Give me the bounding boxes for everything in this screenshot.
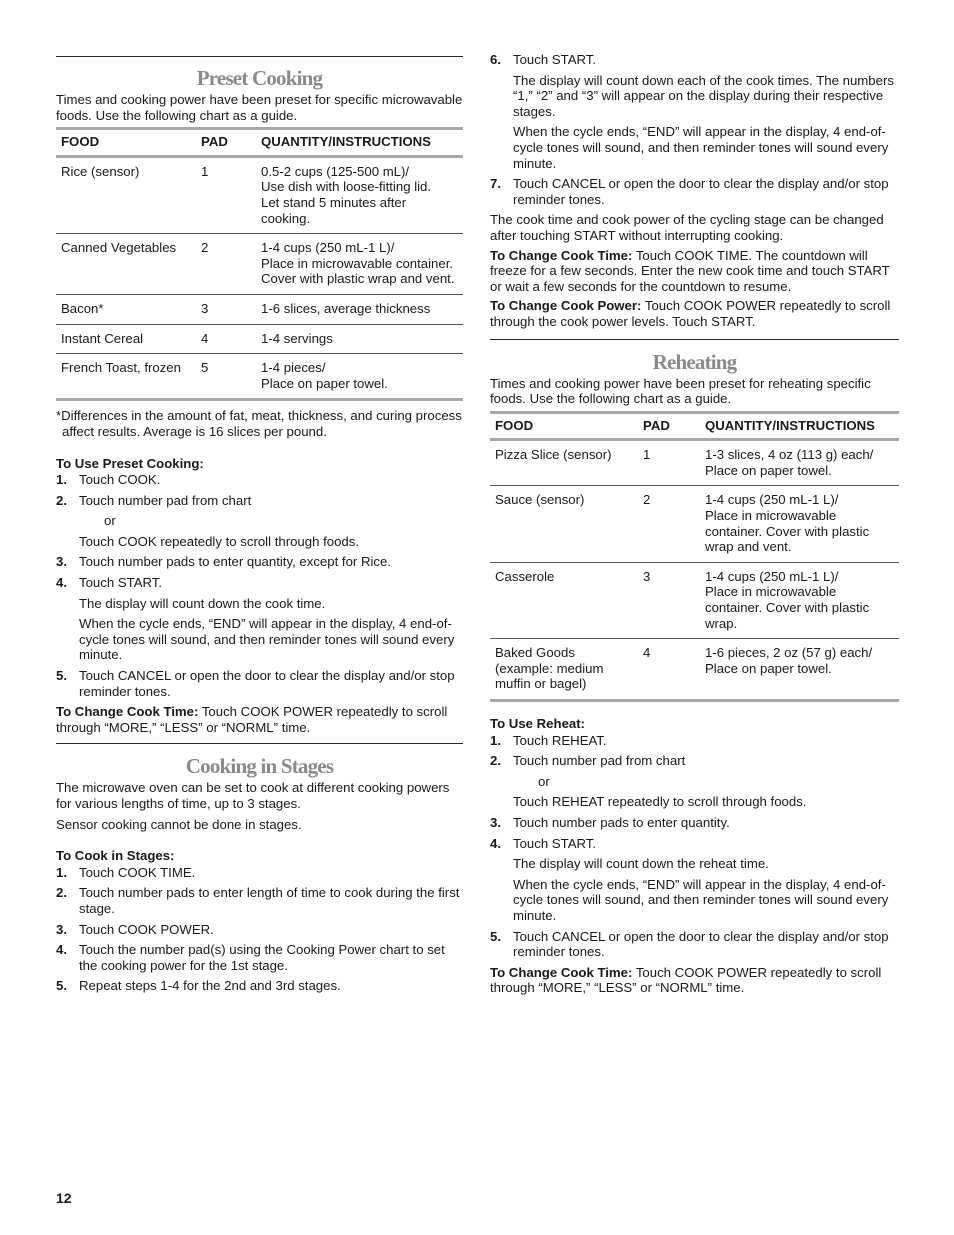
step-number: 5. xyxy=(56,978,67,994)
quantity-line: Place in microwavable container. Cover with plastic wrap. xyxy=(705,584,870,631)
step-number: 5. xyxy=(490,928,501,944)
step-body xyxy=(513,815,899,831)
quantity-line: Use dish with loose-fitting lid. xyxy=(261,179,432,195)
step-number: 4. xyxy=(490,835,501,851)
table-cell-food: Pizza Slice (sensor) xyxy=(490,440,638,486)
reheating-heading: Reheating xyxy=(652,349,737,374)
step-number: 4. xyxy=(56,942,67,958)
preset-change-cook-time xyxy=(56,704,463,735)
left-column xyxy=(56,0,463,999)
step-body xyxy=(79,885,463,916)
table-cell-pad: 5 xyxy=(196,354,256,400)
step-text: The display will count down the cook time. xyxy=(79,595,326,611)
step-body xyxy=(79,668,463,699)
step-number: 5. xyxy=(56,668,67,684)
reheat-table xyxy=(490,411,899,702)
step-number: 2. xyxy=(56,492,67,508)
step-number: 1. xyxy=(56,864,67,880)
quantity-line: Place on paper towel. xyxy=(705,660,832,676)
step-body xyxy=(513,733,899,749)
table-row xyxy=(56,324,463,354)
step-body xyxy=(513,52,899,171)
step-text: Repeat steps 1-4 for the 2nd and 3rd stages. xyxy=(79,978,341,994)
step-item xyxy=(56,493,463,550)
table-cell-food: Rice (sensor) xyxy=(56,156,196,233)
table-cell-pad: 3 xyxy=(196,294,256,324)
table-cell-food: Sauce (sensor) xyxy=(490,486,638,562)
step-text: The display will count down each of the cook times. The numbers “1,” “2” and “3” will appear on the display during their respective stages. xyxy=(513,72,894,119)
table-cell-pad: 3 xyxy=(638,562,700,638)
step-text: When the cycle ends, “END” will appear in the display, 4 end-of-cycle tones will sound, and then reminder tones will sound every minute. xyxy=(513,124,889,171)
step-number: 2. xyxy=(490,753,501,769)
table-header-food: FOOD xyxy=(490,412,638,440)
table-row xyxy=(56,354,463,400)
step-item xyxy=(56,865,463,881)
table-cell-quantity xyxy=(700,639,899,701)
quantity-line: 1-6 pieces, 2 oz (57 g) each/ xyxy=(705,645,873,661)
step-body xyxy=(513,836,899,924)
right-column xyxy=(490,0,899,996)
preset-howto-title: To Use Preset Cooking: xyxy=(56,455,204,471)
stages-change-cook-power xyxy=(490,298,899,329)
table-header-quantity: QUANTITY/INSTRUCTIONS xyxy=(256,129,463,157)
stages-howto-title: To Cook in Stages: xyxy=(56,848,175,864)
stages-change-cook-time xyxy=(490,248,899,295)
table-row xyxy=(490,440,899,486)
step-item xyxy=(56,885,463,916)
page-number: 12 xyxy=(56,1190,72,1206)
table-header-row xyxy=(490,412,899,440)
table-cell-pad: 1 xyxy=(638,440,700,486)
reheat-table-body xyxy=(490,440,899,701)
quantity-line: 0.5-2 cups (125-500 mL)/ xyxy=(261,163,410,179)
table-cell-pad: 2 xyxy=(196,234,256,295)
step-item xyxy=(56,575,463,663)
quantity-line: 1-6 slices, average thickness xyxy=(261,300,431,316)
stages-note: Sensor cooking cannot be done in stages. xyxy=(56,816,302,832)
cooking-in-stages-heading: Cooking in Stages xyxy=(185,754,334,779)
stages-continued-steps xyxy=(490,52,899,207)
reheat-howto-title: To Use Reheat: xyxy=(490,716,586,731)
step-item xyxy=(56,472,463,488)
step-text: Touch START. xyxy=(79,575,163,591)
step-text: Touch COOK TIME. xyxy=(79,864,196,880)
step-body xyxy=(513,929,899,960)
table-cell-food: Canned Vegetables xyxy=(56,234,196,295)
step-item xyxy=(56,978,463,994)
preset-steps xyxy=(56,472,463,699)
step-or: or xyxy=(538,773,550,789)
reheat-intro: Times and cooking power have been preset for reheating specific foods. Use the following chart as a guide. xyxy=(490,375,871,407)
step-text: Touch number pads to enter quantity. xyxy=(513,814,730,830)
step-item xyxy=(490,753,899,810)
change-cook-time-text: Touch COOK TIME. The countdown will freeze for a few seconds. Enter the new cook time and touch START or wait a few seconds for the countdown to resume. xyxy=(490,247,890,294)
preset-footnote: *Differences in the amount of fat, meat, thickness, and curing process affect results. Average is 16 slices per pound. xyxy=(56,408,462,439)
step-text: Touch REHEAT. xyxy=(513,732,607,748)
step-body xyxy=(79,554,463,570)
step-number: 2. xyxy=(56,885,67,901)
step-text: Touch CANCEL or open the door to clear the display and/or stop reminder tones. xyxy=(513,928,889,960)
quantity-line: Place in microwavable container. Cover with plastic wrap and vent. xyxy=(705,508,870,555)
quantity-line: Let stand 5 minutes after cooking. xyxy=(261,194,407,226)
stages-intro: The microwave oven can be set to cook at different cooking powers for various lengths of time, up to 3 stages. xyxy=(56,780,450,811)
preset-table xyxy=(56,127,463,401)
step-item xyxy=(490,733,899,749)
table-row xyxy=(56,294,463,324)
step-text: When the cycle ends, “END” will appear in the display, 4 end-of-cycle tones will sound, and then reminder tones will sound every minute. xyxy=(513,876,889,923)
table-cell-food: Baked Goods (example: medium muffin or bagel) xyxy=(490,639,638,701)
table-cell-food: Casserole xyxy=(490,562,638,638)
table-header-pad: PAD xyxy=(638,412,700,440)
step-body xyxy=(79,865,463,881)
table-row xyxy=(56,234,463,295)
step-item xyxy=(56,942,463,973)
step-number: 1. xyxy=(490,732,501,748)
step-text: When the cycle ends, “END” will appear in the display, 4 end-of-cycle tones will sound, and then reminder tones will sound every minute. xyxy=(79,616,455,663)
preset-intro: Times and cooking power have been preset for specific microwavable foods. Use the following chart as a guide. xyxy=(56,92,463,123)
table-cell-pad: 1 xyxy=(196,156,256,233)
quantity-line: Place on paper towel. xyxy=(261,375,388,391)
change-cook-power-text: Touch COOK POWER repeatedly to scroll through the cook power levels. Touch START. xyxy=(490,298,891,329)
quantity-line: 1-4 cups (250 mL-1 L)/ xyxy=(261,240,395,256)
step-number: 3. xyxy=(56,921,67,937)
step-item xyxy=(56,668,463,699)
table-cell-quantity xyxy=(256,234,463,295)
quantity-line: 1-4 cups (250 mL-1 L)/ xyxy=(705,492,839,508)
quantity-line: Place in microwavable container. Cover with plastic wrap and vent. xyxy=(261,255,455,287)
step-body xyxy=(79,942,463,973)
step-body xyxy=(79,472,463,488)
table-cell-quantity xyxy=(700,562,899,638)
step-item xyxy=(490,52,899,171)
step-or: or xyxy=(104,513,116,529)
table-cell-quantity xyxy=(256,324,463,354)
step-number: 6. xyxy=(490,52,501,67)
table-cell-pad: 4 xyxy=(638,639,700,701)
step-text: Touch CANCEL or open the door to clear the display and/or stop reminder tones. xyxy=(79,668,455,699)
quantity-line: Place on paper towel. xyxy=(705,462,832,478)
quantity-line: 1-4 cups (250 mL-1 L)/ xyxy=(705,568,839,584)
table-row xyxy=(490,639,899,701)
table-cell-food: Instant Cereal xyxy=(56,324,196,354)
table-cell-pad: 4 xyxy=(196,324,256,354)
step-item xyxy=(490,815,899,831)
table-cell-quantity xyxy=(256,294,463,324)
step-number: 3. xyxy=(56,554,67,570)
step-text: Touch number pads to enter quantity, except for Rice. xyxy=(79,554,392,570)
table-header-quantity: QUANTITY/INSTRUCTIONS xyxy=(700,412,899,440)
step-text: Touch COOK repeatedly to scroll through foods. xyxy=(79,533,360,549)
table-row xyxy=(490,486,899,562)
change-cook-time-label: To Change Cook Time: xyxy=(490,247,633,263)
quantity-line: 1-3 slices, 4 oz (113 g) each/ xyxy=(705,447,874,463)
quantity-line: 1-4 pieces/ xyxy=(261,360,326,376)
step-body xyxy=(79,978,463,994)
change-cook-time-text: Touch COOK POWER repeatedly to scroll through “MORE,” “LESS” or “NORML” time. xyxy=(490,964,882,996)
cycling-stage-note: The cook time and cook power of the cycling stage can be changed after touching START without interrupting cooking. xyxy=(490,212,884,243)
quantity-line: 1-4 servings xyxy=(261,330,333,346)
table-cell-quantity xyxy=(256,156,463,233)
step-body xyxy=(79,922,463,938)
step-text: Touch number pad from chart xyxy=(79,492,252,508)
preset-table-body xyxy=(56,156,463,400)
table-cell-quantity xyxy=(700,486,899,562)
step-text: Touch REHEAT repeatedly to scroll through foods. xyxy=(513,794,807,810)
stages-steps xyxy=(56,865,463,994)
step-number: 4. xyxy=(56,575,67,591)
reheat-steps xyxy=(490,733,899,960)
step-body xyxy=(513,176,899,207)
change-cook-time-label: To Change Cook Time: xyxy=(490,964,633,980)
step-text: The display will count down the reheat time. xyxy=(513,856,769,872)
table-cell-quantity xyxy=(700,440,899,486)
step-body xyxy=(79,575,463,663)
step-item xyxy=(56,922,463,938)
step-text: Touch CANCEL or open the door to clear the display and/or stop reminder tones. xyxy=(513,176,889,207)
table-cell-quantity xyxy=(256,354,463,400)
step-item xyxy=(490,836,899,924)
step-text: Touch number pad from chart xyxy=(513,753,686,769)
table-header-food: FOOD xyxy=(56,129,196,157)
step-body xyxy=(79,493,463,550)
step-item xyxy=(490,176,899,207)
reheat-change-cook-time xyxy=(490,965,899,996)
step-text: Touch COOK. xyxy=(79,472,161,488)
table-row xyxy=(490,562,899,638)
step-item xyxy=(490,929,899,960)
table-header-pad: PAD xyxy=(196,129,256,157)
step-body xyxy=(513,753,899,810)
change-cook-time-label: To Change Cook Time: xyxy=(56,704,199,720)
step-text: Touch COOK POWER. xyxy=(79,921,214,937)
table-row xyxy=(56,156,463,233)
step-number: 7. xyxy=(490,176,501,192)
table-cell-food: French Toast, frozen xyxy=(56,354,196,400)
step-text: Touch number pads to enter length of time to cook during the first stage. xyxy=(79,885,460,916)
preset-cooking-heading: Preset Cooking xyxy=(196,66,323,90)
change-cook-time-text: Touch COOK POWER repeatedly to scroll through “MORE,” “LESS” or “NORML” time. xyxy=(56,704,448,735)
change-cook-power-label: To Change Cook Power: xyxy=(490,298,642,314)
table-header-row xyxy=(56,129,463,157)
table-cell-pad: 2 xyxy=(638,486,700,562)
step-number: 3. xyxy=(490,814,501,830)
step-item xyxy=(56,554,463,570)
step-number: 1. xyxy=(56,472,67,488)
step-text: Touch the number pad(s) using the Cooking Power chart to set the cooking power for the 1st stage. xyxy=(79,942,445,973)
table-cell-food: Bacon* xyxy=(56,294,196,324)
step-text: Touch START. xyxy=(513,52,597,67)
step-text: Touch START. xyxy=(513,835,597,851)
